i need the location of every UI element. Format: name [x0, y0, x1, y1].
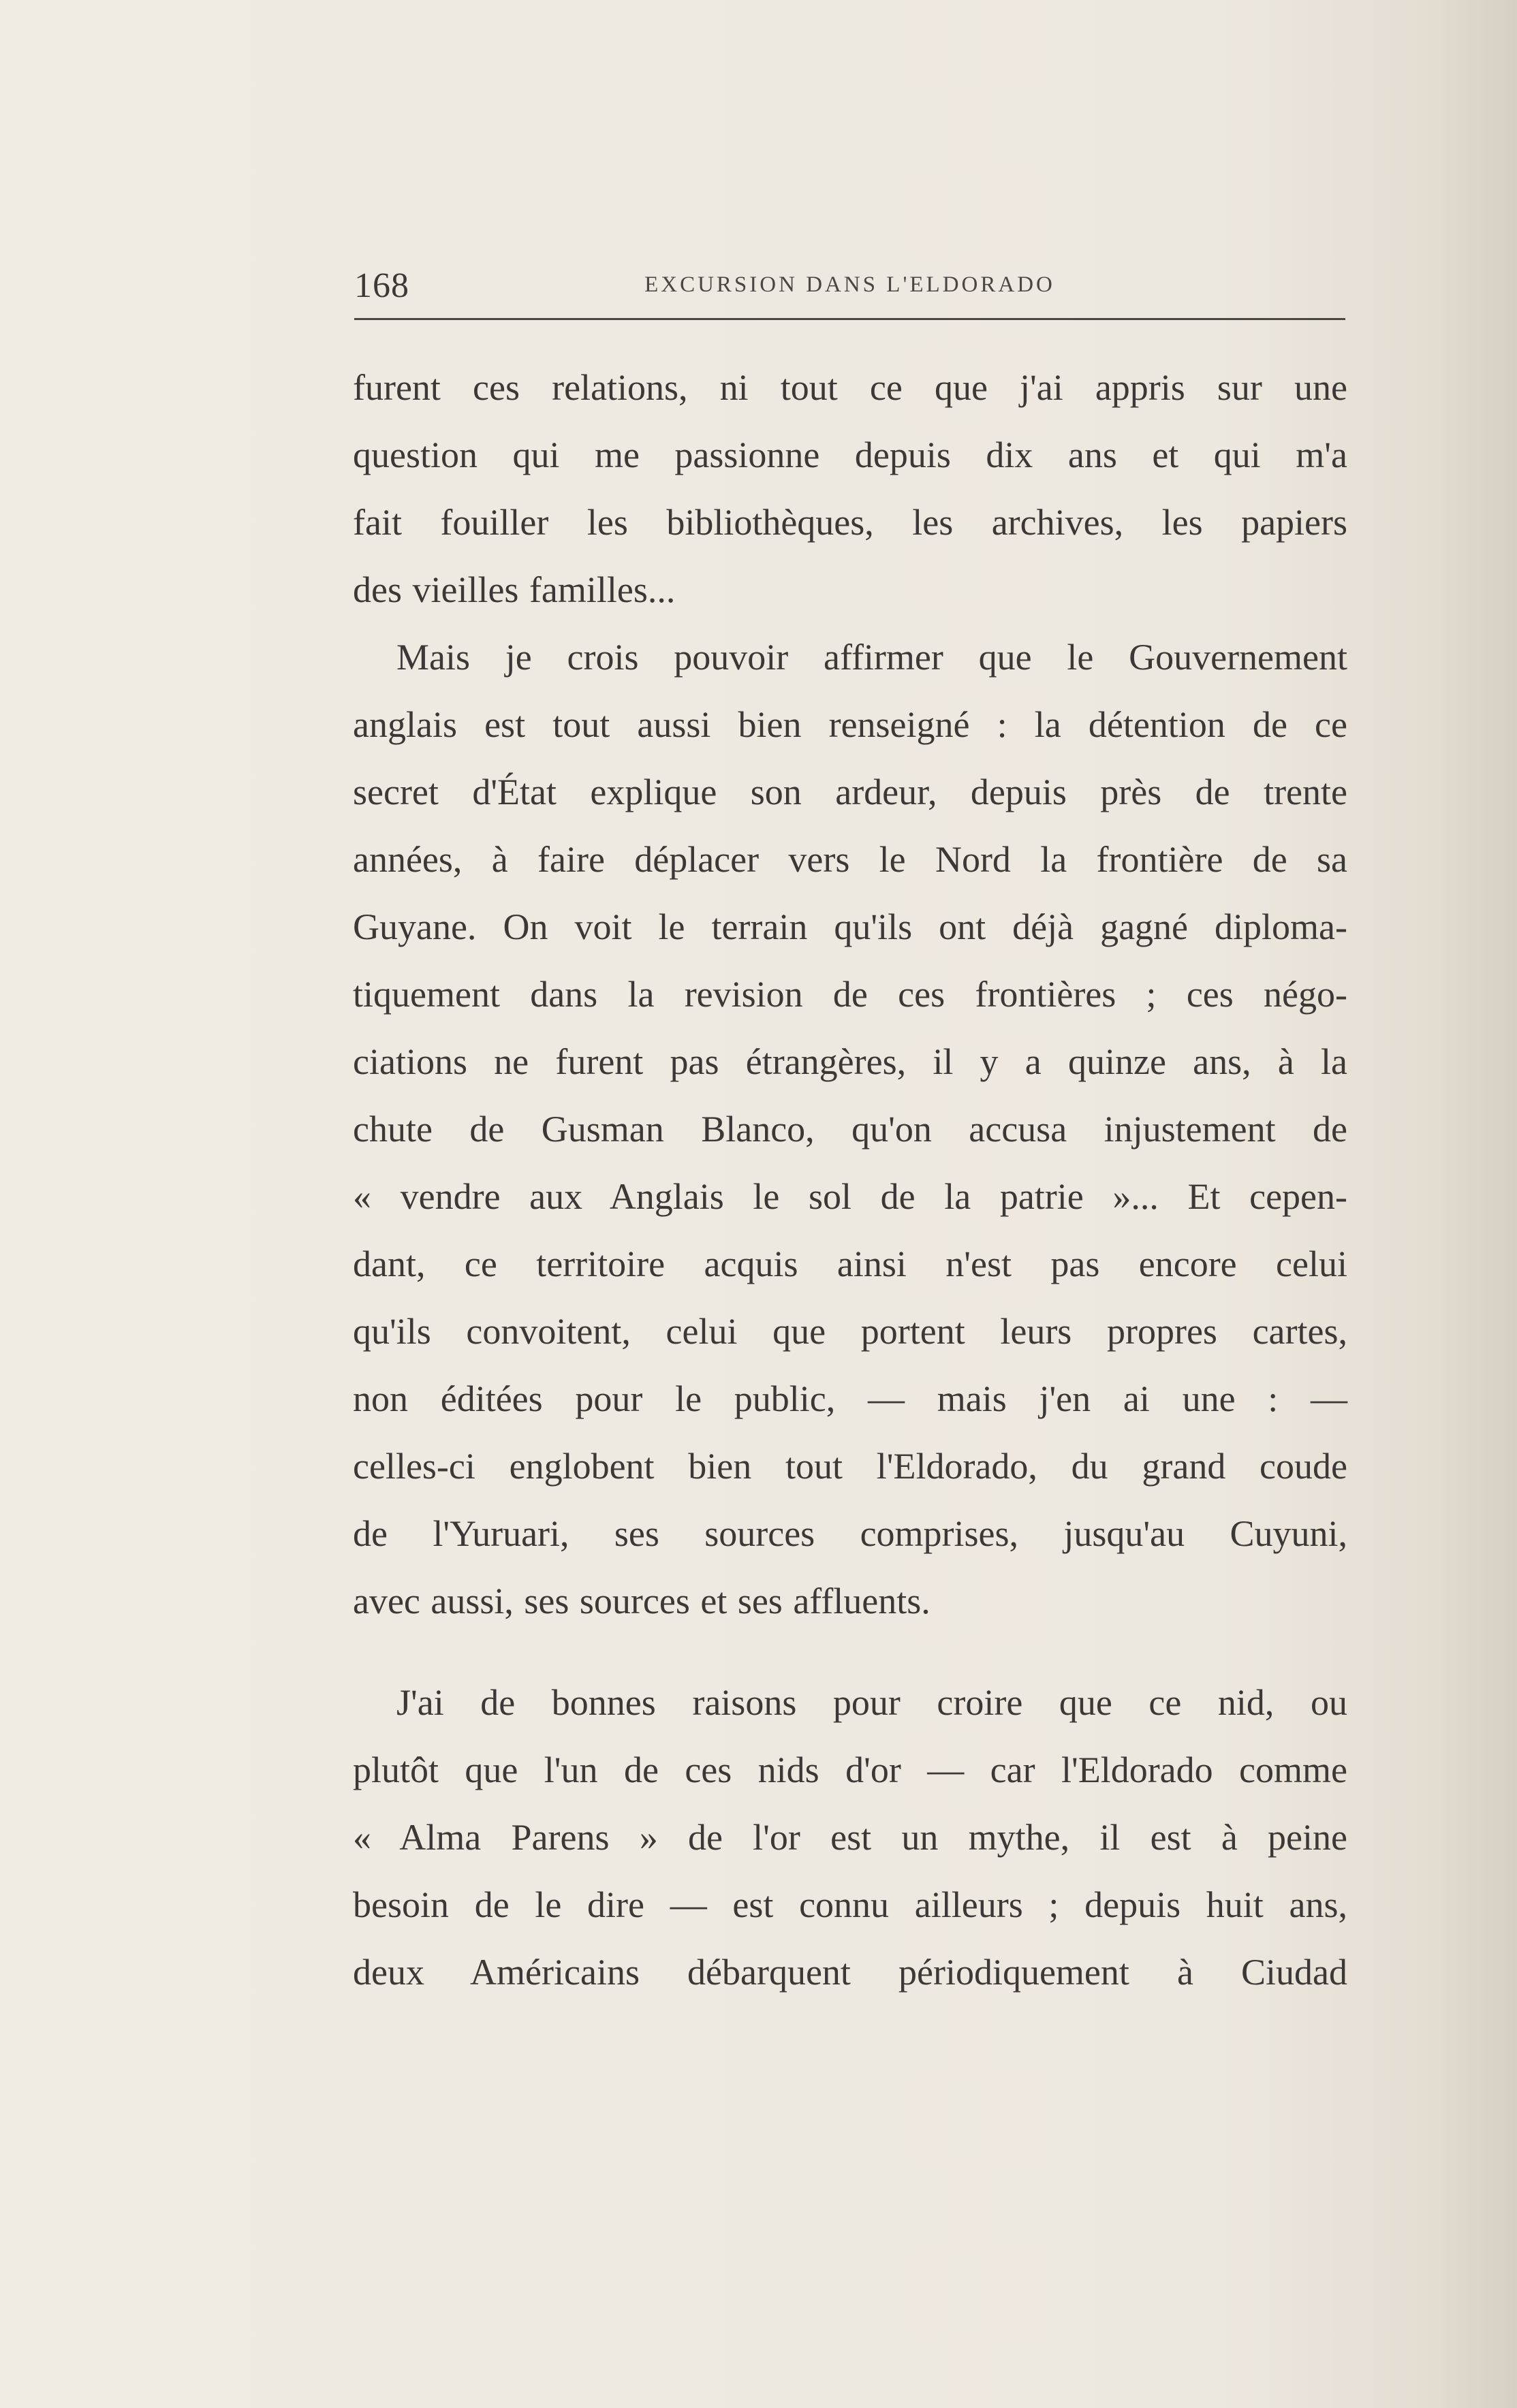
- paragraph-3: [353, 1669, 1347, 2006]
- text-line: « vendre aux Anglais le sol de la patrie »... Et cepen-: [353, 1176, 1347, 1217]
- text-line: secret d'État explique son ardeur, depuis près de trente: [353, 772, 1347, 812]
- text-line: qu'ils convoitent, celui que portent leurs propres cartes,: [353, 1311, 1347, 1352]
- text-line: avec aussi, ses sources et ses affluents.: [353, 1581, 930, 1621]
- text-line: plutôt que l'un de ces nids d'or — car l'Eldorado comme: [353, 1749, 1347, 1790]
- paragraph-1: [353, 354, 1347, 624]
- header-rule: [354, 318, 1345, 320]
- text-line: J'ai de bonnes raisons pour croire que ce nid, ou: [396, 1682, 1347, 1723]
- text-line: non éditées pour le public, — mais j'en ai une : —: [353, 1378, 1347, 1419]
- text-line: question qui me passionne depuis dix ans et qui m'a: [353, 434, 1347, 475]
- text-line: « Alma Parens » de l'or est un mythe, il est à peine: [353, 1817, 1347, 1858]
- text-line: deux Américains débarquent périodiquement à Ciudad: [353, 1952, 1347, 1993]
- text-line: furent ces relations, ni tout ce que j'ai appris sur une: [353, 367, 1347, 408]
- text-line: tiquement dans la revision de ces frontières ; ces négo-: [353, 974, 1347, 1015]
- paragraph-2: [353, 624, 1347, 1635]
- page-header: [354, 266, 1345, 320]
- text-line: celles-ci englobent bien tout l'Eldorado, du grand coude: [353, 1446, 1347, 1487]
- text-line: de l'Yuruari, ses sources comprises, jusqu'au Cuyuni,: [353, 1513, 1347, 1554]
- text-line: Guyane. On voit le terrain qu'ils ont déjà gagné diploma-: [353, 906, 1347, 947]
- text-line: besoin de le dire — est connu ailleurs ; depuis huit ans,: [353, 1884, 1347, 1925]
- text-line: dant, ce territoire acquis ainsi n'est pas encore celui: [353, 1243, 1347, 1284]
- text-line: fait fouiller les bibliothèques, les archives, les papiers: [353, 502, 1347, 543]
- text-line: des vieilles familles...: [353, 569, 676, 610]
- body-text: [353, 354, 1347, 2006]
- text-line: Mais je crois pouvoir affirmer que le Gouvernement: [396, 637, 1347, 678]
- text-line: années, à faire déplacer vers le Nord la frontière de sa: [353, 839, 1347, 880]
- page-number: 168: [354, 266, 409, 305]
- text-line: ciations ne furent pas étrangères, il y a quinze ans, à la: [353, 1041, 1347, 1082]
- text-line: anglais est tout aussi bien renseigné : la détention de ce: [353, 704, 1347, 745]
- running-title: EXCURSION DANS L'ELDORADO: [644, 272, 1055, 297]
- text-line: chute de Gusman Blanco, qu'on accusa injustement de: [353, 1109, 1347, 1150]
